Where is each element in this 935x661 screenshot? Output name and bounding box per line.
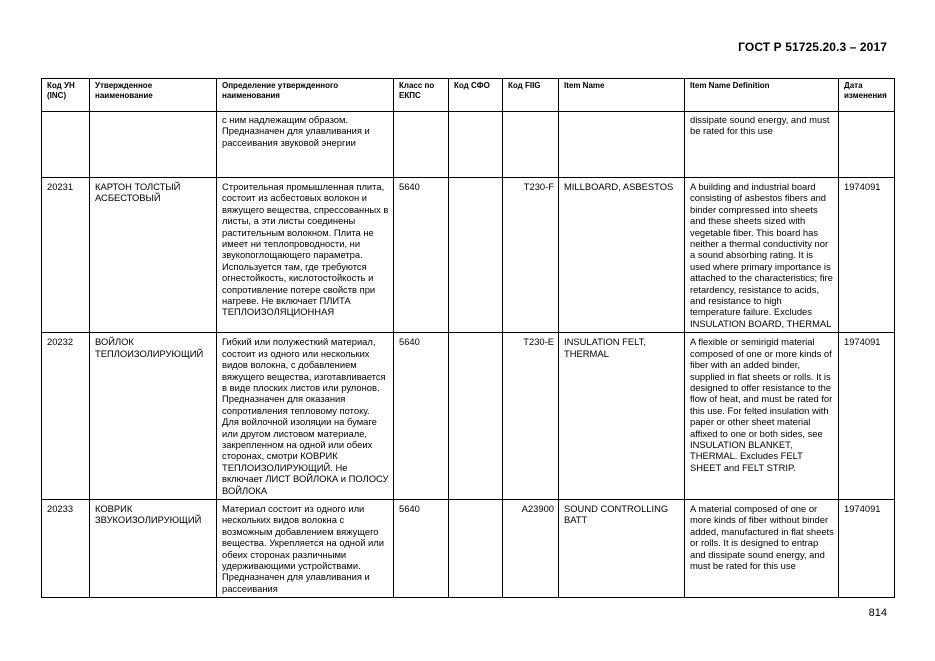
page-number: 814 bbox=[868, 607, 887, 619]
table-row-continuation bbox=[42, 112, 895, 178]
table-row bbox=[42, 499, 895, 597]
cell-date: 1974091 bbox=[839, 333, 895, 500]
cell-fiig bbox=[503, 112, 559, 178]
cell-definition: Гибкий или полужесткий материал, состоит из одного или нескольких видов волокна, с добавлением вяжущего вещества, изготавливается в виде плоских листов или рулонов. Предназначен для оказания сопротивления тепловому потоку. Для войлочной изоляции на бумаге или другом листовом материале, закрепленном на одной или обеих сторонах, смотри КОВРИК ТЕПЛОИЗОЛИРУЮЩИЙ. Не включает ЛИСТ ВОЙЛОКА и ПОЛОСУ ВОЙЛОКА bbox=[217, 333, 394, 500]
cell-fiig: T230-F bbox=[503, 178, 559, 333]
cell-fiig: T230-E bbox=[503, 333, 559, 500]
cell-inc: 20232 bbox=[42, 333, 90, 500]
cell-name: КАРТОН ТОЛСТЫЙ АСБЕСТОВЫЙ bbox=[90, 178, 217, 333]
cell-item-name-definition: A building and industrial board consisting of asbestos fibers and binder compressed into sheets and these sheets sized with vegetable fiber. This board has neither a thermal conductivity nor a sound absorbing rating. It is used where primary importance is attached to the characteristics; fire retardency, resistance to acids, and resistance to high temperature failure. Excludes INSULATION BOARD, THERMAL bbox=[685, 178, 839, 333]
table-row bbox=[42, 333, 895, 500]
specification-table bbox=[41, 78, 895, 598]
cell-ekps: 5640 bbox=[394, 499, 449, 597]
cell-sfo bbox=[449, 333, 503, 500]
cell-ekps bbox=[394, 112, 449, 178]
cell-inc bbox=[42, 112, 90, 178]
column-header-item-name: Item Name bbox=[559, 79, 685, 112]
cell-date: 1974091 bbox=[839, 178, 895, 333]
table-row bbox=[42, 178, 895, 333]
column-header-approved-name: Утвержденное наименование bbox=[90, 79, 217, 112]
table-header-row bbox=[42, 79, 895, 112]
cell-definition: Строительная промышленная плита, состоит из асбестовых волокон и вяжущего вещества, спрессованных в листы, а эти листы соединены растительным волокном. Плита не имеет ни теплопроводности, ни звукопоглощающего параметра. Используется там, где требуются огнестойкость, кислотостойкость и сопротивление потере свойств при нагреве. Не включает ПЛИТА ТЕПЛОИЗОЛЯЦИОННАЯ bbox=[217, 178, 394, 333]
cell-item-name: INSULATION FELT, THERMAL bbox=[559, 333, 685, 500]
cell-sfo bbox=[449, 499, 503, 597]
cell-item-name: MILLBOARD, ASBESTOS bbox=[559, 178, 685, 333]
cell-item-name bbox=[559, 112, 685, 178]
cell-sfo bbox=[449, 112, 503, 178]
column-header-inc: Код УН (INC) bbox=[42, 79, 90, 112]
cell-inc: 20231 bbox=[42, 178, 90, 333]
cell-item-name-definition: dissipate sound energy, and must be rated for this use bbox=[685, 112, 839, 178]
column-header-sfo-code: Код СФО bbox=[449, 79, 503, 112]
column-header-fiig-code: Код FIIG bbox=[503, 79, 559, 112]
column-header-ekps-class: Класс по ЕКПС bbox=[394, 79, 449, 112]
cell-name bbox=[90, 112, 217, 178]
column-header-change-date: Дата изменения bbox=[839, 79, 895, 112]
cell-item-name-definition: A flexible or semirigid material composed of one or more kinds of fiber with an added binder, supplied in flat sheets or rolls. It is designed to offer resistance to the flow of heat, and must be rated for this use. For felted insulation with paper or other sheet material affixed to one or both sides, see INSULATION BLANKET, THERMAL. Excludes FELT SHEET and FELT STRIP. bbox=[685, 333, 839, 500]
cell-inc: 20233 bbox=[42, 499, 90, 597]
cell-name: КОВРИК ЗВУКОИЗОЛИРУЮЩИЙ bbox=[90, 499, 217, 597]
column-header-item-name-definition: Item Name Definition bbox=[685, 79, 839, 112]
cell-fiig: A23900 bbox=[503, 499, 559, 597]
cell-date bbox=[839, 112, 895, 178]
cell-ekps: 5640 bbox=[394, 333, 449, 500]
cell-item-name: SOUND CONTROLLING BATT bbox=[559, 499, 685, 597]
cell-definition: с ним надлежащим образом. Предназначен для улавливания и рассеивания звуковой энергии bbox=[217, 112, 394, 178]
cell-sfo bbox=[449, 178, 503, 333]
cell-definition: Материал состоит из одного или нескольких видов волокна с возможным добавлением вяжущего вещества. Укрепляется на одной или обеих сторонах различными удерживающими устройствами. Предназначен для улавливания и рассеивания bbox=[217, 499, 394, 597]
cell-date: 1974091 bbox=[839, 499, 895, 597]
document-code: ГОСТ Р 51725.20.3 – 2017 bbox=[738, 40, 887, 54]
column-header-definition: Определение утвержденного наименования bbox=[217, 79, 394, 112]
cell-item-name-definition: A material composed of one or more kinds of fiber without binder added, manufactured in flat sheets or rolls. It is designed to entrap and dissipate sound energy, and must be rated for this use bbox=[685, 499, 839, 597]
cell-ekps: 5640 bbox=[394, 178, 449, 333]
cell-name: ВОЙЛОК ТЕПЛОИЗОЛИРУЮЩИЙ bbox=[90, 333, 217, 500]
